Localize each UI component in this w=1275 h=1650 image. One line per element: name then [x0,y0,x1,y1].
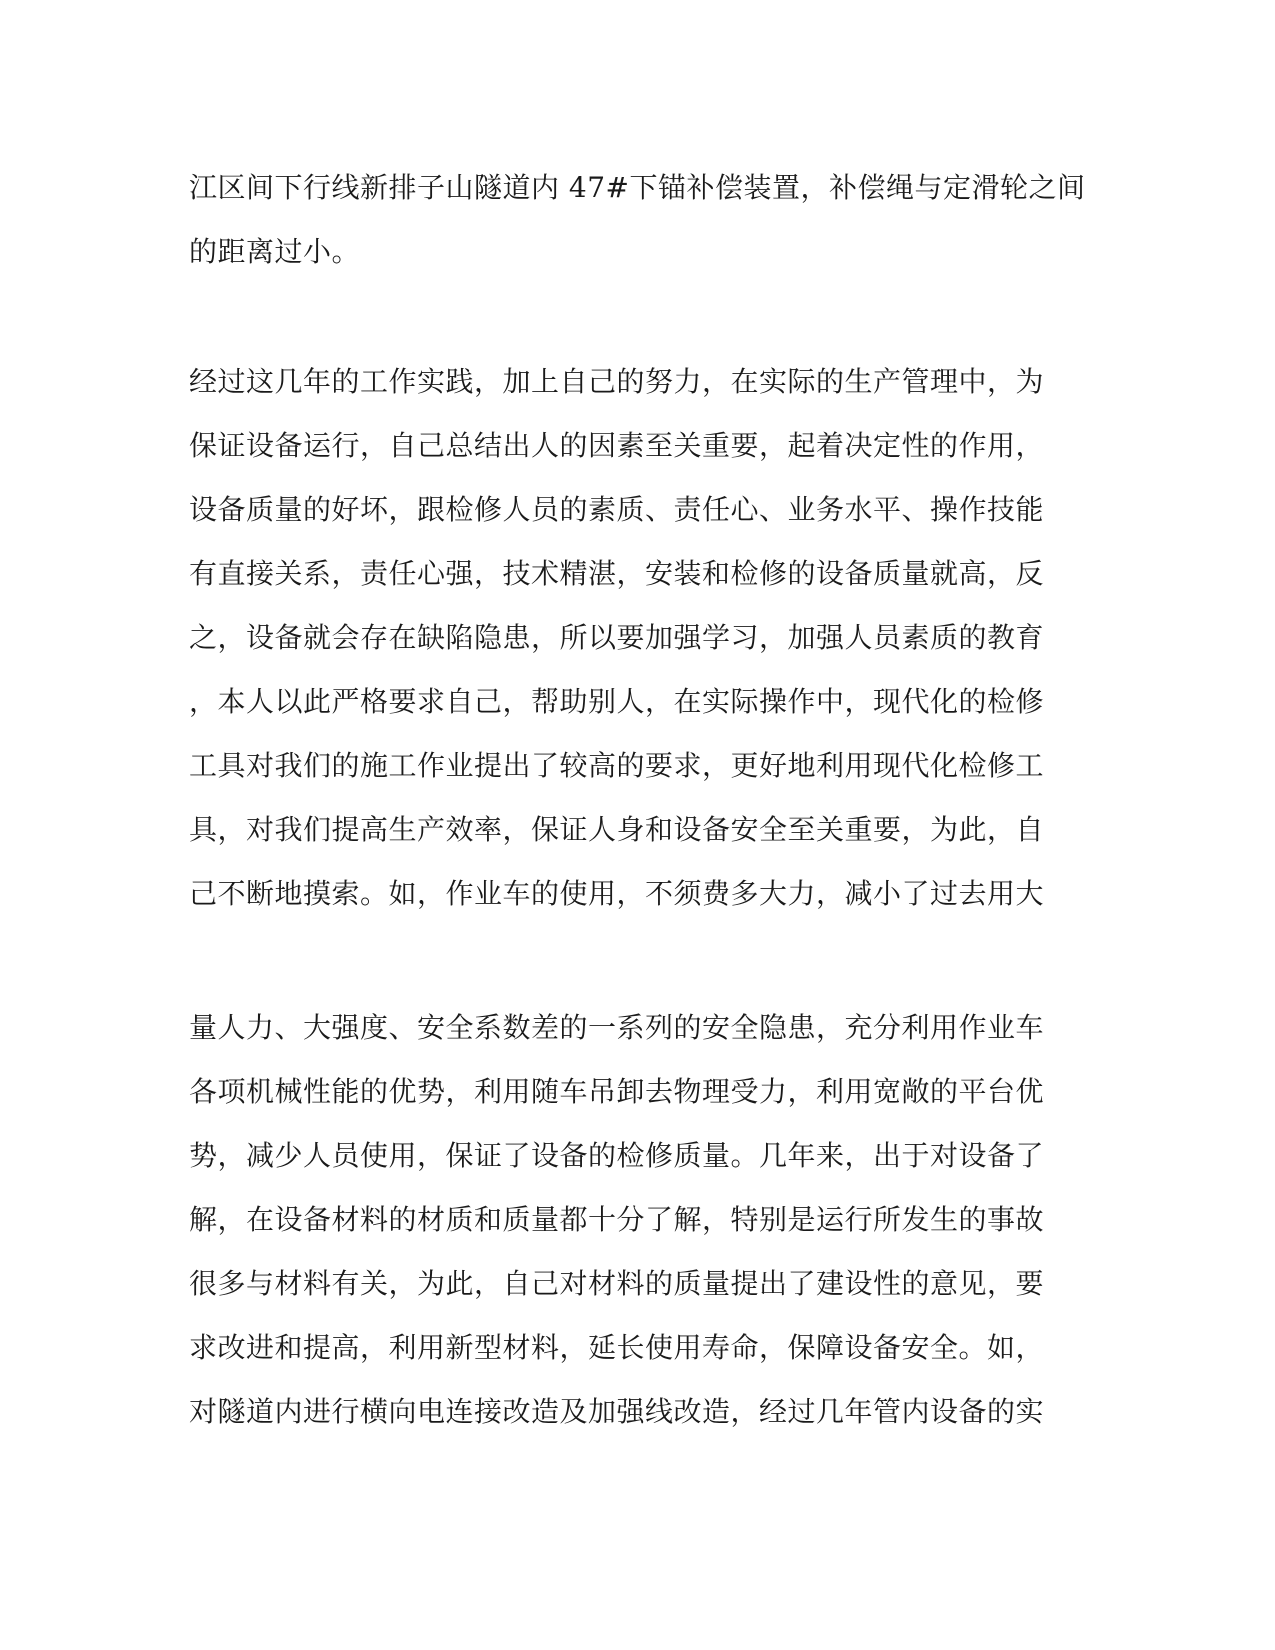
text-line: 设备质量的好坏，跟检修人员的素质、责任心、业务水平、操作技能 [189,493,1045,526]
text-line: 的距离过小。 [189,235,361,268]
text-line: 江区间下行线新排子山隧道内 47#下锚补偿装置，补偿绳与定滑轮之间 [189,171,1086,204]
paragraph-3 [189,996,1089,1444]
text-line: 经过这几年的工作实践，加上自己的努力，在实际的生产管理中，为 [189,365,1045,398]
text-line: 对隧道内进行横向电连接改造及加强线改造，经过几年管内设备的实 [189,1395,1045,1428]
text-line: 解，在设备材料的材质和质量都十分了解，特别是运行所发生的事故 [189,1203,1045,1236]
text-line: 有直接关系，责任心强，技术精湛，安装和检修的设备质量就高，反 [189,557,1045,590]
text-line: 量人力、大强度、安全系数差的一系列的安全隐患，充分利用作业车 [189,1011,1045,1044]
text-line: 具，对我们提高生产效率，保证人身和设备安全至关重要，为此，自 [189,813,1045,846]
text-line: 各项机械性能的优势，利用随车吊卸去物理受力，利用宽敞的平台优 [189,1075,1045,1108]
text-line: 己不断地摸索。如，作业车的使用，不须费多大力，减小了过去用大 [189,877,1045,910]
text-line: 工具对我们的施工作业提出了较高的要求，更好地利用现代化检修工 [189,749,1045,782]
paragraph-1 [189,156,1089,284]
text-line: ，本人以此严格要求自己，帮助别人，在实际操作中，现代化的检修 [189,685,1045,718]
text-line: 保证设备运行，自己总结出人的因素至关重要，起着决定性的作用， [189,429,1045,462]
text-line: 很多与材料有关，为此，自己对材料的质量提出了建设性的意见，要 [189,1267,1045,1300]
text-line: 势，减少人员使用，保证了设备的检修质量。几年来，出于对设备了 [189,1139,1045,1172]
paragraph-2 [189,350,1089,926]
text-line: 之，设备就会存在缺陷隐患，所以要加强学习，加强人员素质的教育 [189,621,1045,654]
text-line: 求改进和提高，利用新型材料，延长使用寿命，保障设备安全。如， [189,1331,1045,1364]
